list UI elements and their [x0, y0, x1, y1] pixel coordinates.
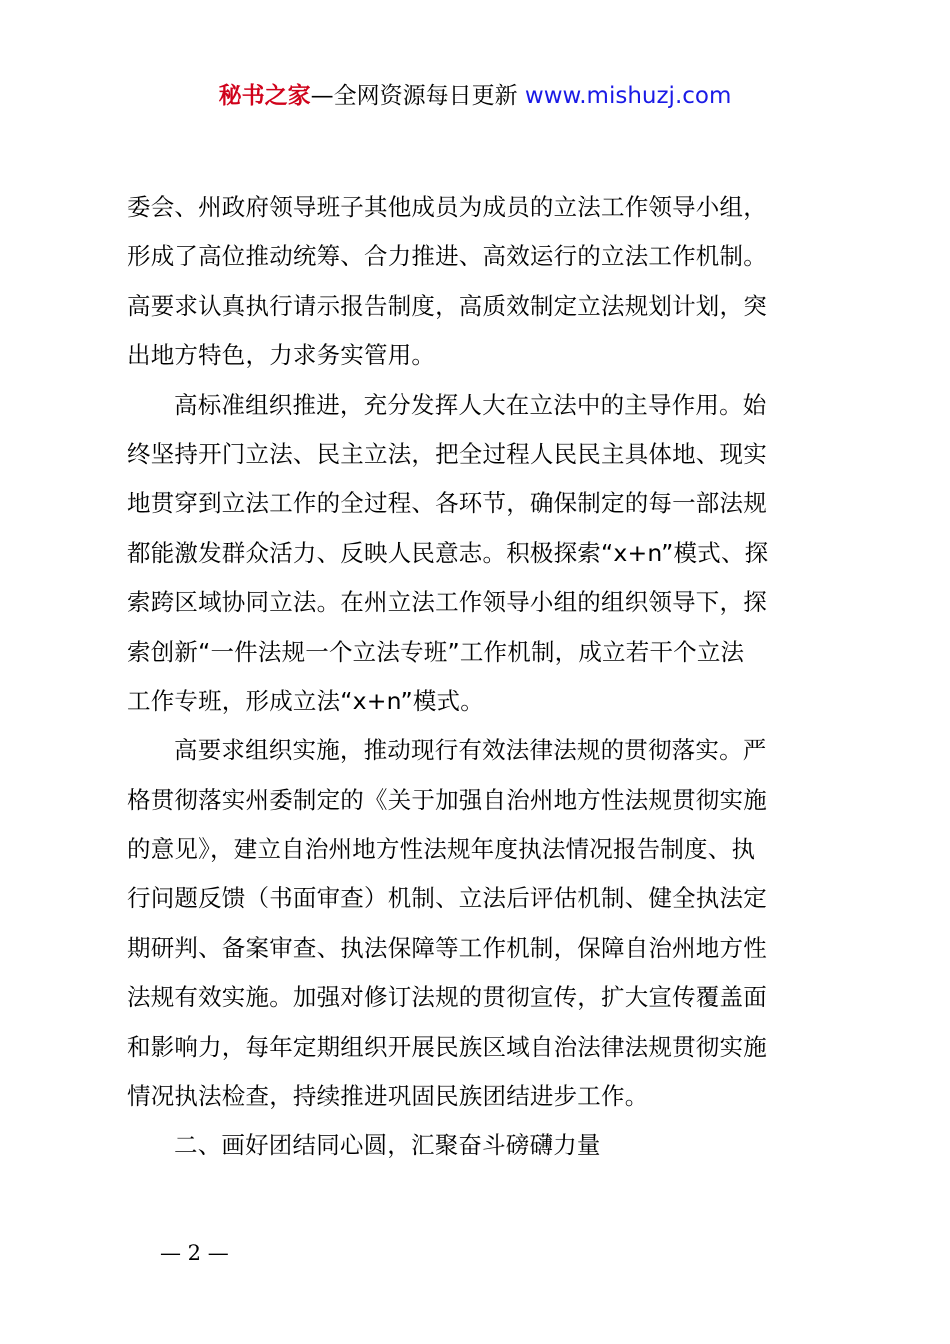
text-line: 都能激发群众活力、反映人民意志。积极探索“x+n”模式、探	[127, 538, 769, 567]
header-tagline: —全网资源每日更新	[310, 83, 525, 109]
text-line: 索创新“一件法规一个立法专班”工作机制，成立若干个立法	[127, 637, 745, 666]
text-line: 格贯彻落实州委制定的《关于加强自治州地方性法规贯彻实施	[127, 785, 767, 814]
document-body	[127, 183, 833, 1171]
text-line: 索跨区域协同立法。在州立法工作领导小组的组织领导下，探	[127, 588, 767, 617]
text-line: 工作专班，形成立法“x+n”模式。	[127, 686, 484, 715]
text-line: 终坚持开门立法、民主立法，把全过程人民民主具体地、现实	[127, 439, 767, 468]
page-header	[0, 78, 950, 114]
text-line: 地贯穿到立法工作的全过程、各环节，确保制定的每一部法规	[127, 489, 767, 518]
text-line: 形成了高位推动统筹、合力推进、高效运行的立法工作机制。	[127, 242, 767, 271]
text-line: 情况执法检查，持续推进巩固民族团结进步工作。	[127, 1082, 649, 1111]
text-line: 和影响力，每年定期组织开展民族区域自治法律法规贯彻实施	[127, 1032, 767, 1061]
text-line: 高要求认真执行请示报告制度，高质效制定立法规划计划，突	[127, 291, 767, 320]
text-line: 的意见》，建立自治州地方性法规年度执法情况报告制度、执	[127, 835, 756, 864]
text-line: 委会、州政府领导班子其他成员为成员的立法工作领导小组，	[127, 193, 767, 221]
text-line: 期研判、备案审查、执法保障等工作机制，保障自治州地方性	[127, 933, 767, 962]
text-line: 法规有效实施。加强对修订法规的贯彻宣传，扩大宣传覆盖面	[127, 983, 767, 1012]
paragraph-start-line: 高要求组织实施，推动现行有效法律法规的贯彻落实。严	[174, 736, 767, 765]
brand-name: 秘书之家	[218, 83, 311, 109]
section-heading: 二、画好团结同心圆，汇聚奋斗磅礴力量	[174, 1131, 601, 1160]
text-line: 出地方特色，力求务实管用。	[127, 341, 436, 370]
paragraph-start-line: 高标准组织推进，充分发挥人大在立法中的主导作用。始	[174, 390, 767, 419]
text-line: 行问题反馈（书面审查）机制、立法后评估机制、健全执法定	[127, 884, 767, 913]
site-url-link[interactable]: www.mishuzj.com	[524, 83, 732, 109]
page-number: — 2 —	[160, 1241, 229, 1265]
